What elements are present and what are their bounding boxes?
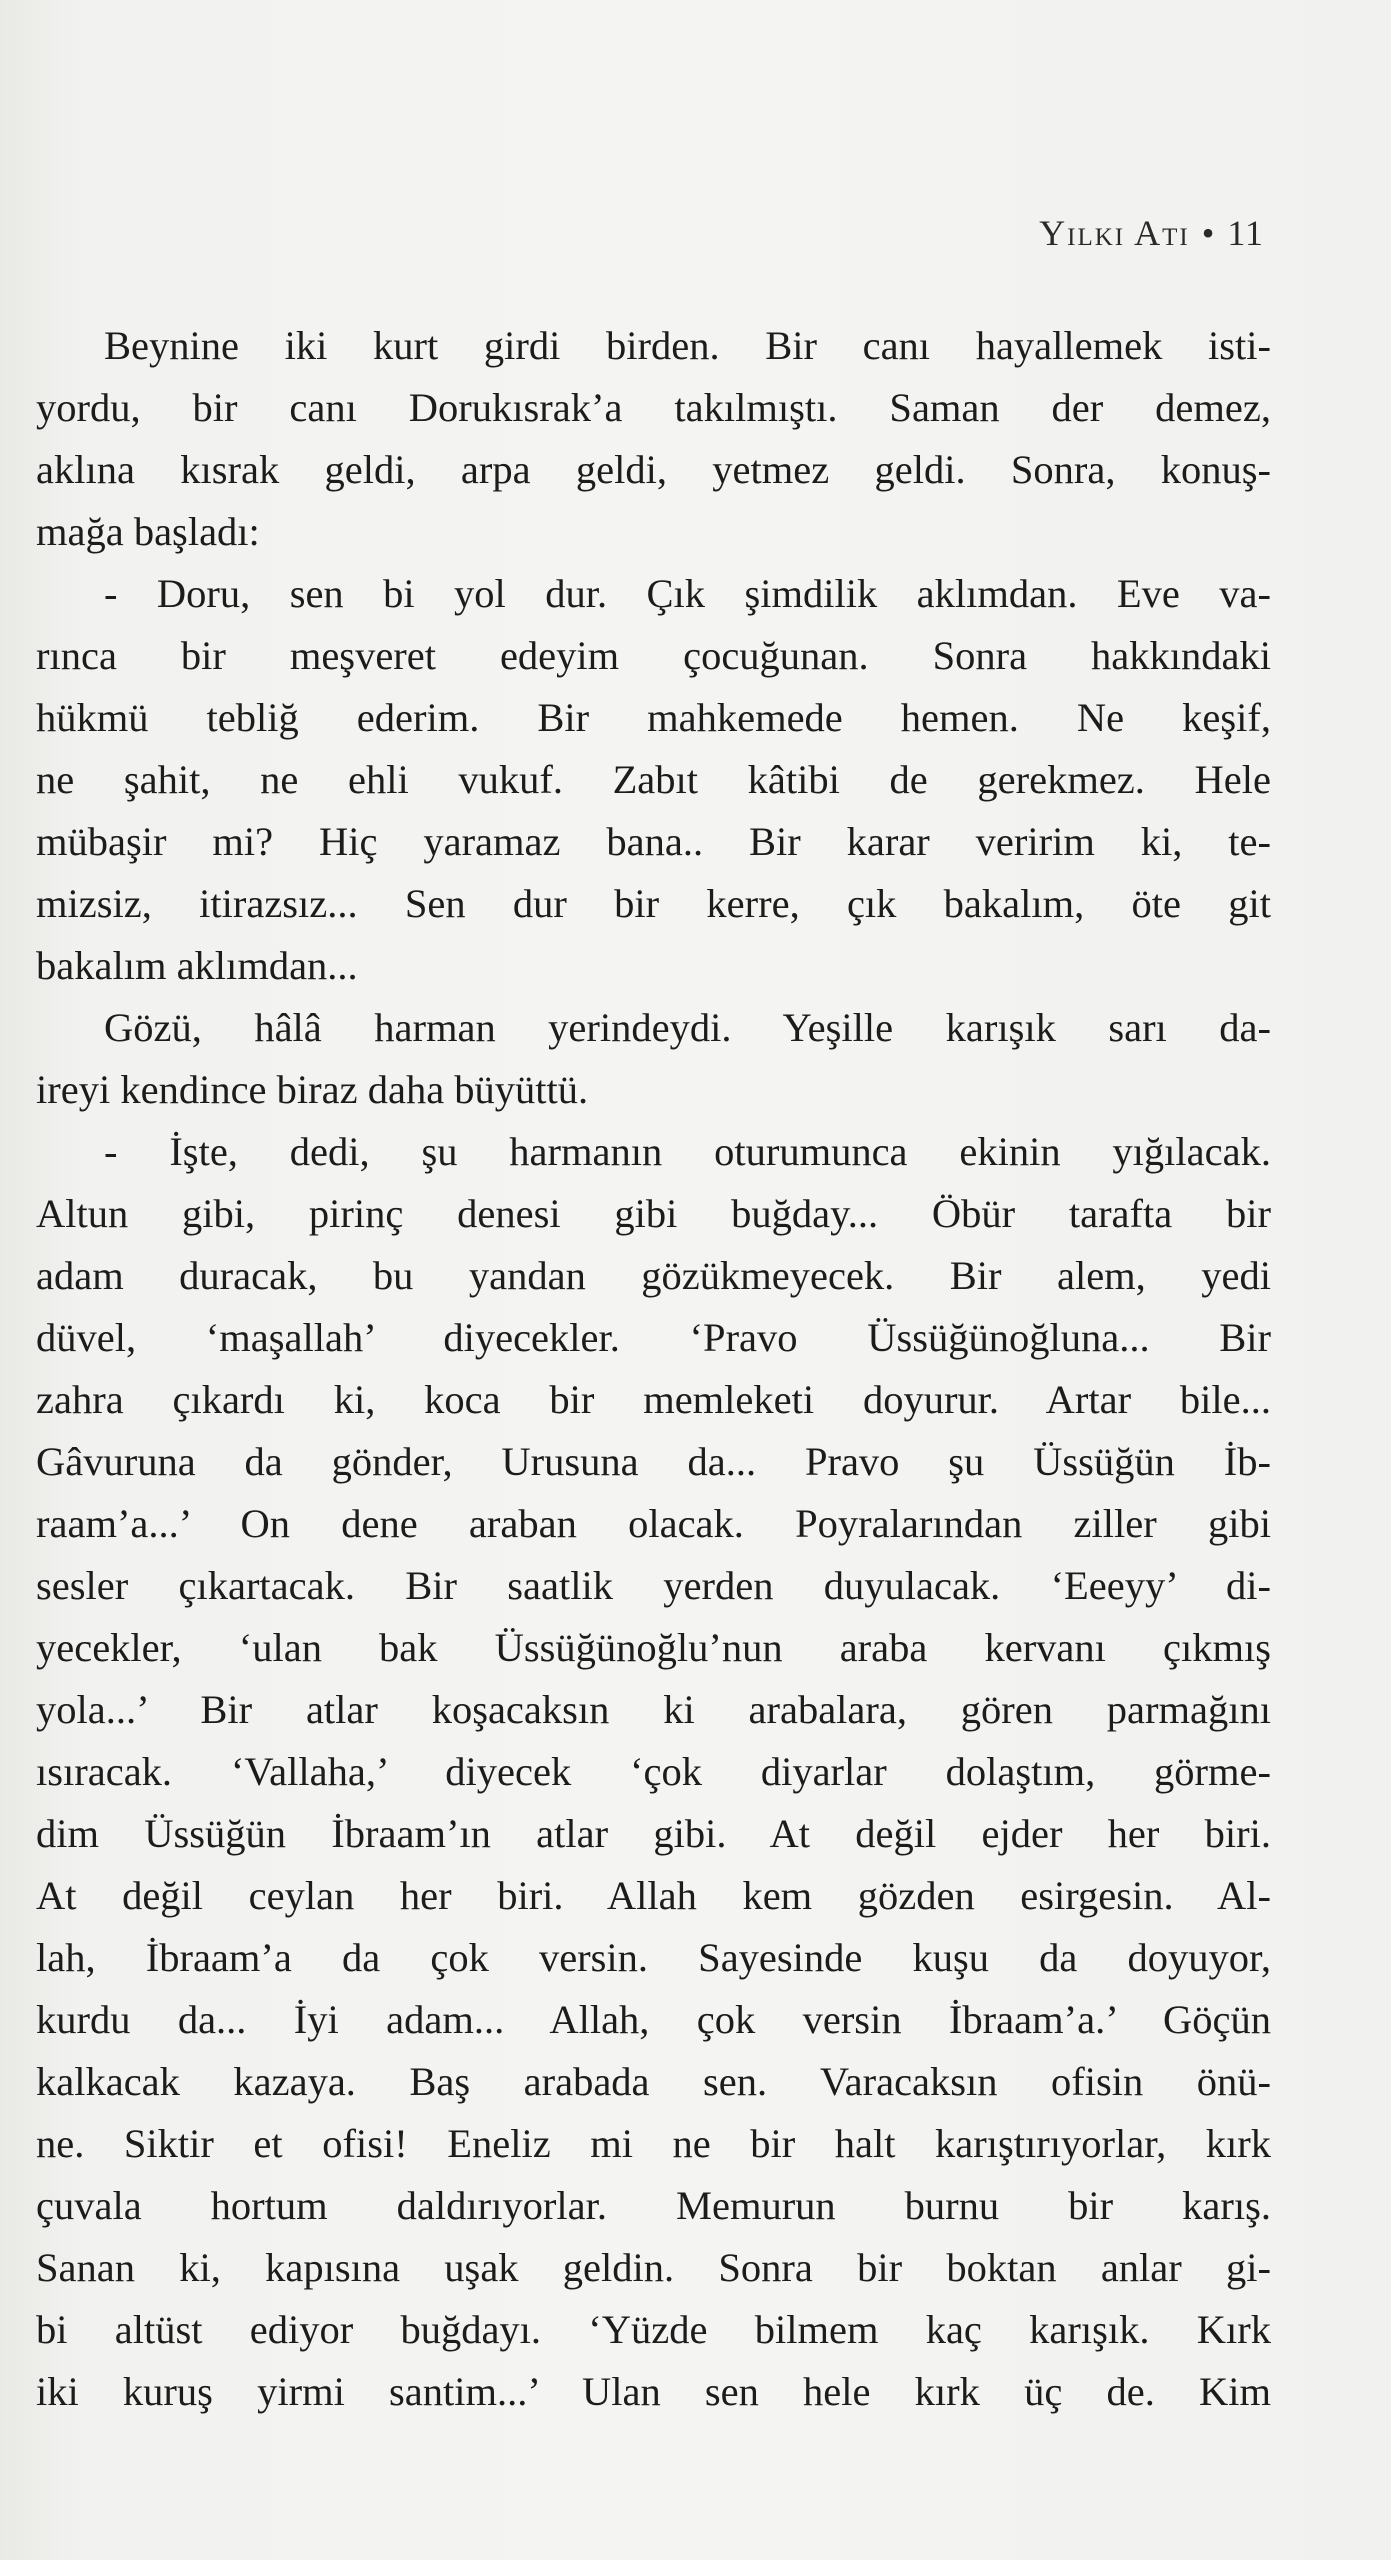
text-line: çuvala hortum daldırıyorlar. Memurun burnu bir karış. — [36, 2183, 1271, 2228]
text-line: iki kuruş yirmi santim...’ Ulan sen hele kırk üç de. Kim — [36, 2369, 1271, 2414]
text-line: düvel, ‘maşallah’ diyecekler. ‘Pravo Üssüğünoğluna... Bir — [36, 1315, 1271, 1360]
running-head-separator: • — [1201, 213, 1216, 253]
text-line: - Doru, sen bi yol dur. Çık şimdilik aklımdan. Eve va- — [104, 571, 1271, 616]
text-line: ne şahit, ne ehli vukuf. Zabıt kâtibi de gerekmez. Hele — [36, 757, 1271, 802]
text-line: bi altüst ediyor buğdayı. ‘Yüzde bilmem kaç karışık. Kırk — [36, 2307, 1271, 2352]
text-line: dim Üssüğün İbraam’ın atlar gibi. At değil ejder her biri. — [36, 1811, 1271, 1856]
text-line: - İşte, dedi, şu harmanın oturumunca ekinin yığılacak. — [104, 1129, 1271, 1174]
text-line: Beynine iki kurt girdi birden. Bir canı hayallemek isti- — [104, 323, 1271, 368]
text-line: bakalım aklımdan... — [36, 943, 358, 988]
text-line: kalkacak kazaya. Baş arabada sen. Varacaksın ofisin önü- — [36, 2059, 1271, 2104]
text-line: sesler çıkartacak. Bir saatlik yerden duyulacak. ‘Eeeyy’ di- — [36, 1563, 1271, 1608]
text-line: zahra çıkardı ki, koca bir memleketi doyurur. Artar bile... — [36, 1377, 1271, 1422]
page-number: 11 — [1227, 213, 1264, 253]
text-line: yecekler, ‘ulan bak Üssüğünoğlu’nun araba kervanı çıkmış — [36, 1625, 1271, 1670]
text-line: adam duracak, bu yandan gözükmeyecek. Bir alem, yedi — [36, 1253, 1271, 1298]
text-line: mübaşir mi? Hiç yaramaz bana.. Bir karar veririm ki, te- — [36, 819, 1271, 864]
text-line: lah, İbraam’a da çok versin. Sayesinde kuşu da doyuyor, — [36, 1935, 1271, 1980]
text-line: At değil ceylan her biri. Allah kem gözden esirgesin. Al- — [36, 1873, 1271, 1918]
running-head — [1039, 212, 1264, 254]
text-line: kurdu da... İyi adam... Allah, çok versin İbraam’a.’ Göçün — [36, 1997, 1271, 2042]
text-line: mağa başladı: — [36, 509, 260, 554]
text-line: Sanan ki, kapısına uşak geldin. Sonra bir boktan anlar gi- — [36, 2245, 1271, 2290]
text-line: mizsiz, itirazsız... Sen dur bir kerre, çık bakalım, öte git — [36, 881, 1271, 926]
text-line: rınca bir meşveret edeyim çocuğunan. Sonra hakkındaki — [36, 633, 1271, 678]
text-line: Gözü, hâlâ harman yerindeydi. Yeşille karışık sarı da- — [104, 1005, 1271, 1050]
text-line: Altun gibi, pirinç denesi gibi buğday... Öbür tarafta bir — [36, 1191, 1271, 1236]
body-text — [36, 315, 1271, 2423]
text-line: ısıracak. ‘Vallaha,’ diyecek ‘çok diyarlar dolaştım, görme- — [36, 1749, 1271, 1794]
text-line: aklına kısrak geldi, arpa geldi, yetmez geldi. Sonra, konuş- — [36, 447, 1271, 492]
running-head-title: Yılkı Atı — [1039, 213, 1190, 253]
text-line: yordu, bir canı Dorukısrak’a takılmıştı. Saman der demez, — [36, 385, 1271, 430]
text-line: raam’a...’ On dene araban olacak. Poyralarından ziller gibi — [36, 1501, 1271, 1546]
text-line: Gâvuruna da gönder, Urusuna da... Pravo şu Üssüğün İb- — [36, 1439, 1271, 1484]
text-line: hükmü tebliğ ederim. Bir mahkemede hemen. Ne keşif, — [36, 695, 1271, 740]
text-line: ireyi kendince biraz daha büyüttü. — [36, 1067, 589, 1112]
text-line: yola...’ Bir atlar koşacaksın ki arabalara, gören parmağını — [36, 1687, 1271, 1732]
text-line: ne. Siktir et ofisi! Eneliz mi ne bir halt karıştırıyorlar, kırk — [36, 2121, 1271, 2166]
